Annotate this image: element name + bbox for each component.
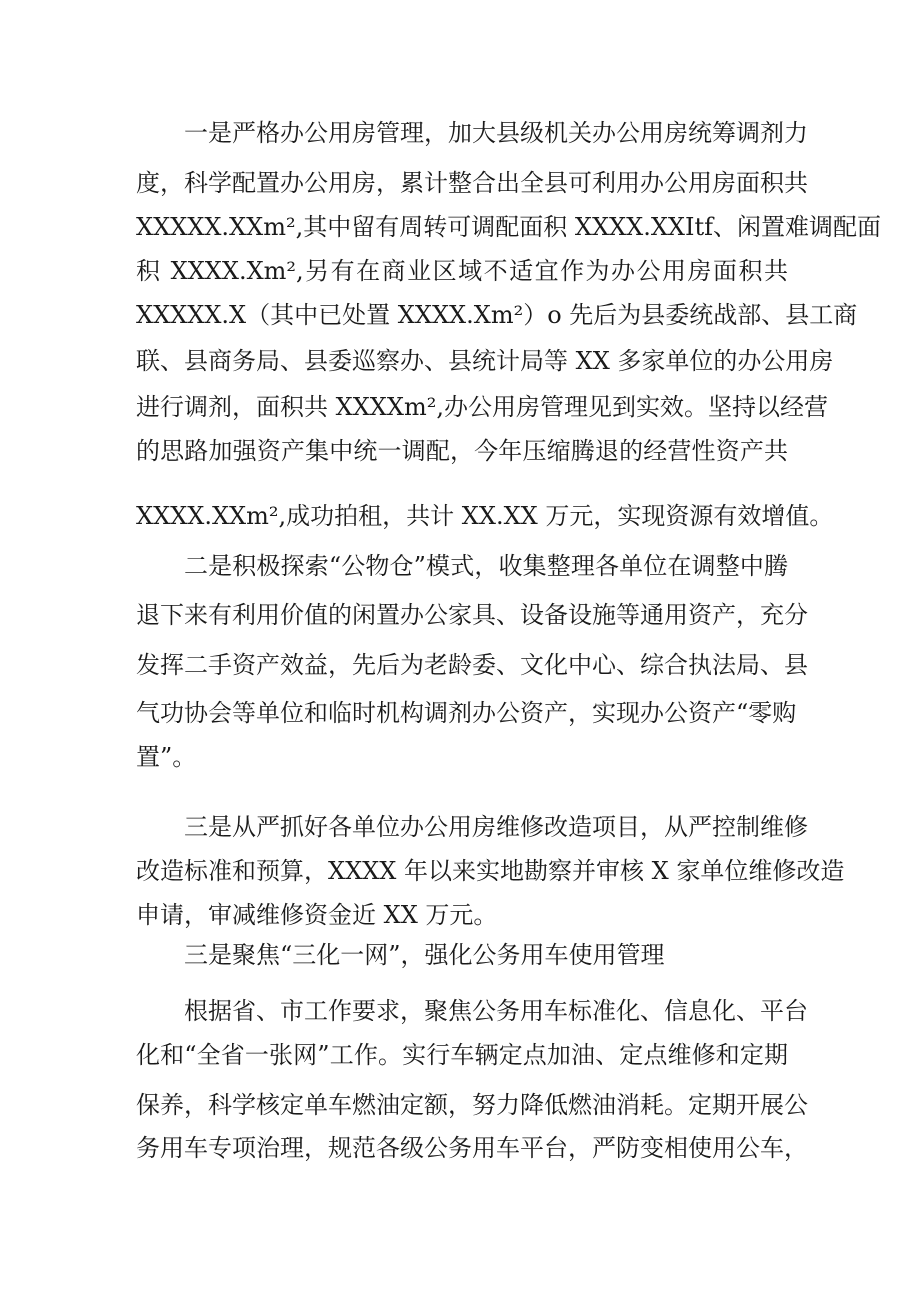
section-heading: 三是聚焦“三化一网”，强化公务用车使用管理 xyxy=(184,941,665,969)
para3-line-2: 改造标准和预算，XXXX 年以来实地勘察并审核 X 家单位维修改造 xyxy=(136,857,845,885)
para1-line-8: 的思路加强资产集中统一调配，今年压缩腾退的经营性资产共 xyxy=(136,437,788,465)
para4-line-2: 化和“全省一张网”工作。实行车辆定点加油、定点维修和定期 xyxy=(136,1041,788,1069)
para1-line-7: 进行调剂，面积共 XXXXm²,办公用房管理见到实效。坚持以经营 xyxy=(136,393,828,421)
para3-line-3: 申请，审减维修资金近 XX 万元。 xyxy=(136,901,498,929)
para1-line-4: 积 XXXX.Xm²,另有在商业区域不适宜作为办公用房面积共 xyxy=(136,257,788,285)
para4-line-4: 务用车专项治理，规范各级公务用车平台，严防变相使用公车， xyxy=(136,1134,808,1162)
para1-line-2: 度，科学配置办公用房，累计整合出全县可利用办公用房面积共 xyxy=(136,169,808,197)
para2-line-3: 发挥二手资产效益，先后为老龄委、文化中心、综合执法局、县 xyxy=(136,651,808,679)
para2-line-2: 退下来有利用价值的闲置办公家具、设备设施等通用资产，充分 xyxy=(136,601,808,629)
para1-line-5: XXXXX.X（其中已处置 XXXX.Xm²）o 先后为县委统战部、县工商 xyxy=(136,301,858,329)
para2-line-5: 置”。 xyxy=(136,743,197,771)
para3-line-1: 三是从严抓好各单位办公用房维修改造项目，从严控制维修 xyxy=(184,813,808,841)
para1-line-9: XXXX.XXm²,成功拍租，共计 XX.XX 万元，实现资源有效增值。 xyxy=(136,502,834,530)
para4-line-3: 保养，科学核定单车燃油定额，努力降低燃油消耗。定期开展公 xyxy=(136,1091,808,1119)
para2-line-4: 气功协会等单位和临时机构调剂办公资产，实现办公资产“零购 xyxy=(136,699,797,727)
para1-line-1: 一是严格办公用房管理，加大县级机关办公用房统筹调剂力 xyxy=(184,119,808,147)
para4-line-1: 根据省、市工作要求，聚焦公务用车标准化、信息化、平台 xyxy=(184,997,808,1025)
para1-line-3: XXXXX.XXm²,其中留有周转可调配面积 XXXX.XXItf、闲置难调配面 xyxy=(136,213,882,241)
para2-line-1: 二是积极探索“公物仓”模式，收集整理各单位在调整中腾 xyxy=(184,552,788,580)
para1-line-6: 联、县商务局、县委巡察办、县统计局等 XX 多家单位的办公用房 xyxy=(136,347,834,375)
